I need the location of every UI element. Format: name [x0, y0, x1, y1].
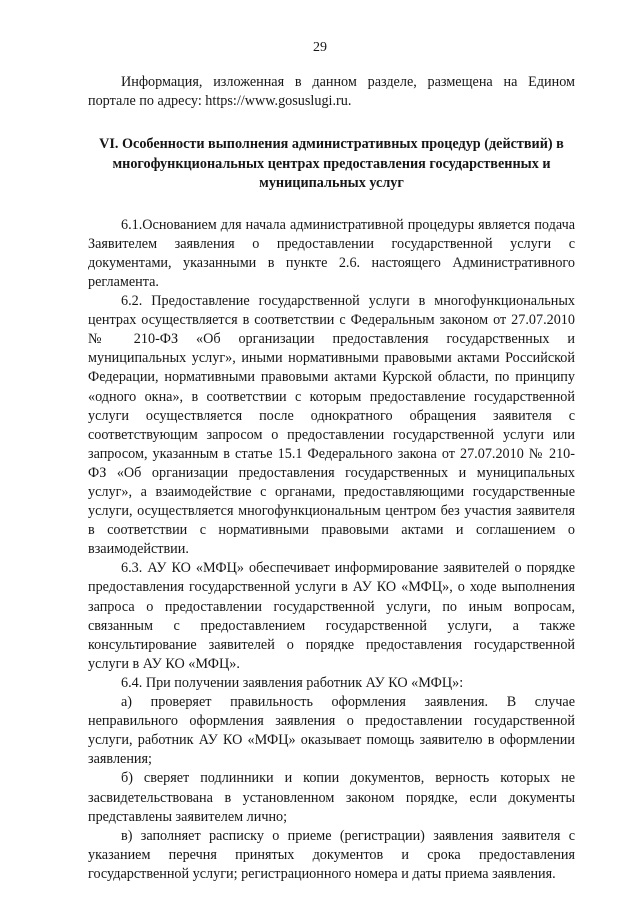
page-number: 29 — [313, 40, 327, 55]
paragraph-6-2: 6.2. Предоставление государственной услуги в многофункциональных центрах осуществляется в соответствии с Федеральным законом от 27.07.2010 № 210-ФЗ «Об организации предоставления государственных и муниципальных услуг», иными нормативными правовыми актами Российской Федерации, нормативными правовыми актами Курской области, по принципу «одного окна», в соответствии с которым предоставление государственной услуги осуществляется после однократного обращения заявителя с соответствующим запросом о предоставлении государственной услуги или запросом, указанным в статье 15.1 Федерального закона от 27.07.2010 № 210-ФЗ «Об организации предоставления государственных и муниципальных услуг», а взаимодействие с органами, предоставляющими государственные услуги, осуществляется многофункциональным центром без участия заявителя в соответствии с нормативными правовыми актами и соглашением о взаимодействии. — [88, 293, 575, 558]
paragraph-6-4: 6.4. При получении заявления работник АУ КО «МФЦ»: — [121, 674, 464, 691]
paragraph-6-4-v: в) заполняет расписку о приеме (регистрации) заявления заявителя с указанием перечня принятых документов и срока предоставления государственной услуги; регистрационного номера и даты приема заявления. — [88, 827, 575, 882]
paragraph-6-4-b: б) сверяет подлинники и копии документов, верность которых не засвидетельствована в установленном законом порядке, если документы представлены заявителем лично; — [88, 770, 575, 825]
paragraph-6-3: 6.3. АУ КО «МФЦ» обеспечивает информирование заявителей о порядке предоставления государственной услуги в АУ КО «МФЦ», о ходе выполнения запроса о предоставлении государственной услуги, по иным вопросам, связанным с предоставлением государственной услуги, а также консультирование заявителей о порядке предоставления государственной услуги в АУ КО «МФЦ». — [88, 560, 575, 672]
section-heading: VI. Особенности выполнения административных процедур (действий) в многофункциональных центрах предоставления государственных и муниципальных услуг — [99, 136, 564, 192]
paragraph-6-4-a: а) проверяет правильность оформления заявления. В случае неправильного оформления заявления о предоставлении государственной услуги, работник АУ КО «МФЦ» оказывает помощь заявителю в оформлении заявления; — [88, 694, 575, 768]
page-content — [88, 73, 575, 884]
intro-paragraph: Информация, изложенная в данном разделе, размещена на Едином портале по адресу: https://www.gosuslugi.ru. — [88, 74, 575, 110]
paragraph-6-1: 6.1.Основанием для начала административной процедуры является подача Заявителем заявления о предоставлении государственной услуги с документами, указанными в пункте 2.6. настоящего Административного регламента. — [88, 216, 575, 290]
